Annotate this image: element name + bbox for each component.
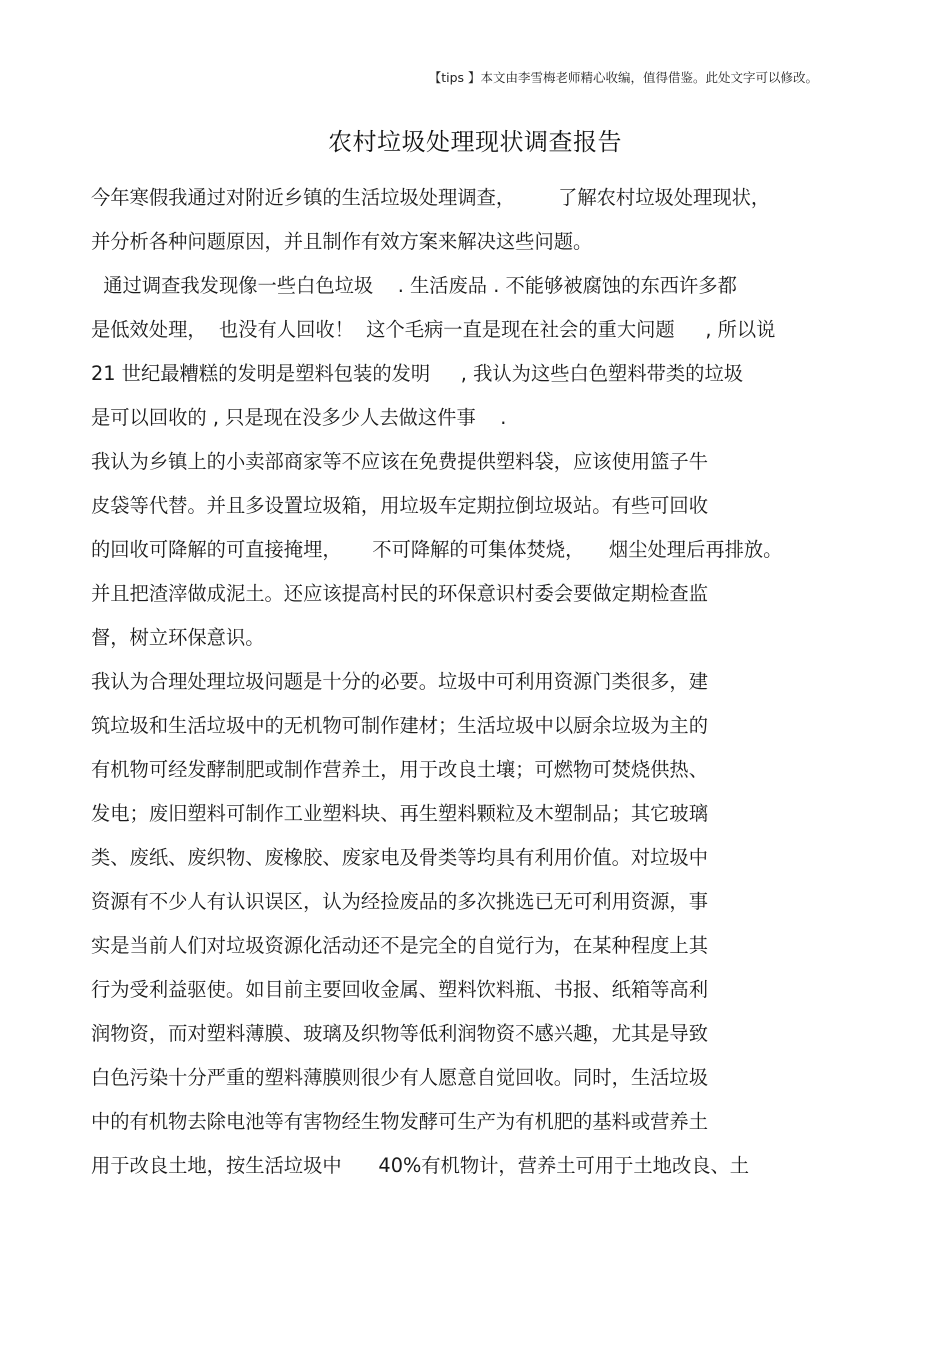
document-body [91, 176, 871, 1188]
text-line: 并且把渣滓做成泥土。还应该提高村民的环保意识村委会要做定期检查监 [91, 582, 708, 605]
text-line: 用于改良土地，按生活垃圾中 40%有机物计，营养土可用于土地改良、土 [91, 1154, 750, 1177]
tips-note: 【tips 】本文由李雪梅老师精心收编，值得借鉴。此处文字可以修改。 [428, 70, 818, 85]
text-line: 是可以回收的 , 只是现在没多少人去做这件事 . [91, 406, 507, 429]
text-line: 资源有不少人有认识误区，认为经捡废品的多次挑选已无可利用资源，事 [91, 890, 708, 913]
text-line: 润物资，而对塑料薄膜、玻璃及织物等低利润物资不感兴趣，尤其是导致 [91, 1022, 708, 1045]
text-line: 发电；废旧塑料可制作工业塑料块、再生塑料颗粒及木塑制品；其它玻璃 [91, 802, 708, 825]
text-line: 行为受利益驱使。如目前主要回收金属、塑料饮料瓶、书报、纸箱等高利 [91, 978, 708, 1001]
document-title: 农村垃圾处理现状调查报告 [328, 128, 622, 156]
text-line: 21 世纪最糟糕的发明是塑料包装的发明 , 我认为这些白色塑料带类的垃圾 [91, 362, 744, 385]
text-line: 中的有机物去除电池等有害物经生物发酵可生产为有机肥的基料或营养土 [91, 1110, 708, 1133]
text-line: 是低效处理， 也没有人回收！ 这个毛病一直是现在社会的重大问题 , 所以说 [91, 318, 776, 341]
text-line: 今年寒假我通过对附近乡镇的生活垃圾处理调查， 了解农村垃圾处理现状， [91, 186, 771, 209]
text-line: 通过调查我发现像一些白色垃圾 . 生活废品 . 不能够被腐蚀的东西许多都 [91, 274, 737, 297]
text-line: 实是当前人们对垃圾资源化活动还不是完全的自觉行为，在某种程度上其 [91, 934, 708, 957]
text-line: 我认为乡镇上的小卖部商家等不应该在免费提供塑料袋，应该使用篮子牛 [91, 450, 708, 473]
text-line: 督，树立环保意识。 [91, 626, 265, 649]
text-line: 有机物可经发酵制肥或制作营养土，用于改良土壤；可燃物可焚烧供热、 [91, 758, 708, 781]
text-line: 我认为合理处理垃圾问题是十分的必要。垃圾中可利用资源门类很多，建 [91, 670, 708, 693]
text-line: 的回收可降解的可直接掩埋， 不可降解的可集体焚烧， 烟尘处理后再排放。 [91, 538, 783, 561]
text-line: 并分析各种问题原因，并且制作有效方案来解决这些问题。 [91, 230, 593, 253]
text-line: 类、废纸、废织物、废橡胶、废家电及骨类等均具有利用价值。对垃圾中 [91, 846, 708, 869]
text-line: 筑垃圾和生活垃圾中的无机物可制作建材；生活垃圾中以厨余垃圾为主的 [91, 714, 708, 737]
text-line: 白色污染十分严重的塑料薄膜则很少有人愿意自觉回收。同时，生活垃圾 [91, 1066, 708, 1089]
text-line: 皮袋等代替。并且多设置垃圾箱，用垃圾车定期拉倒垃圾站。有些可回收 [91, 494, 708, 517]
